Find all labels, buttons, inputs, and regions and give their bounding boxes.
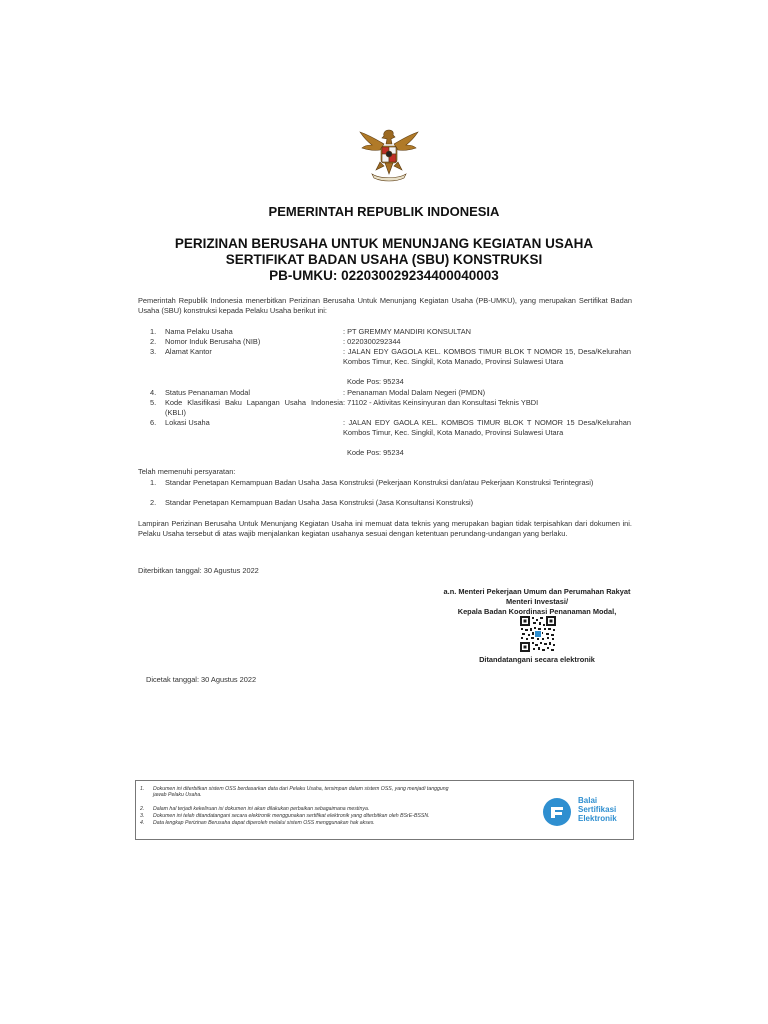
footnote-text: Dokumen ini telah ditandatangani secara elektronik menggunakan sertifikat elektronik yang diterbitkan oleh BSrE-BSSN. [153, 813, 430, 819]
postal-code: Kode Pos: 95234 [347, 448, 404, 457]
requirement-text: Standar Penetapan Kemampuan Badan Usaha Jasa Konstruksi (Pekerjaan Konstruksi dan/atau Pekerjaan Konstruksi Terintegrasi) [165, 478, 594, 487]
signature-line-2: Menteri Investasi/ [505, 597, 569, 606]
postal-code: Kode Pos: 95234 [347, 377, 404, 386]
issued-date: Diterbitkan tanggal: 30 Agustus 2022 [138, 566, 259, 575]
detail-value: : PT GREMMY MANDIRI KONSULTAN [343, 327, 471, 336]
title-line-1: PERIZINAN BERUSAHA UNTUK MENUNJANG KEGIATAN USAHA [174, 236, 594, 251]
requirements-intro: Telah memenuhi persyaratan: [138, 467, 236, 476]
detail-number: 3. [150, 347, 157, 356]
requirement-number: 2. [150, 498, 157, 507]
requirement-text: Standar Penetapan Kemampuan Badan Usaha Jasa Konstruksi (Jasa Konsultansi Konstruksi) [165, 498, 474, 507]
detail-number: 6. [150, 418, 157, 427]
bsre-line-3: Elektronik [578, 814, 617, 823]
detail-label: Alamat Kantor [165, 347, 212, 356]
footnote-number: 1. [140, 786, 145, 792]
detail-number: 5. [150, 398, 157, 407]
signed-electronically-label: Ditandatangani secara elektronik [479, 655, 595, 664]
issuer-heading: PEMERINTAH REPUBLIK INDONESIA [268, 204, 500, 219]
garuda-emblem-icon [358, 124, 420, 182]
title-line-3: PB-UMKU: 022030029234400040003 [269, 268, 499, 283]
requirement-number: 1. [150, 478, 157, 487]
detail-number: 1. [150, 327, 157, 336]
printed-date: Dicetak tanggal: 30 Agustus 2022 [146, 675, 257, 684]
detail-label: Nama Pelaku Usaha [165, 327, 233, 336]
footnote-number: 4. [140, 820, 145, 826]
detail-label: Kode Klasifikasi Baku Lapangan Usaha Indonesia (KBLI) [165, 398, 343, 417]
document-title [0, 236, 768, 284]
detail-value: : 71102 - Aktivitas Keinsinyuran dan Konsultasi Teknis YBDI [343, 398, 539, 407]
signature-line-1: a.n. Menteri Pekerjaan Umum dan Perumahan Rakyat [443, 587, 631, 596]
detail-number: 4. [150, 388, 157, 397]
intro-paragraph: Pemerintah Republik Indonesia menerbitkan Perizinan Berusaha Untuk Menunjang Kegiatan Usaha (PB-UMKU), yang merupakan Sertifikat Badan Usaha (SBU) konstruksi kepada Pelaku Usaha berikut ini: [138, 296, 632, 315]
qr-code-icon [520, 616, 556, 652]
bsre-logo-text [578, 796, 617, 823]
detail-number: 2. [150, 337, 157, 346]
detail-value: : 0220300292344 [343, 337, 401, 346]
detail-label: Status Penanaman Modal [165, 388, 251, 397]
footnote-number: 3. [140, 813, 145, 819]
detail-value: : Penanaman Modal Dalam Negeri (PMDN) [343, 388, 486, 397]
footnote-text: Data lengkap Perizinan Berusaha dapat diperoleh melalui sistem OSS menggunakan hak akses. [153, 820, 375, 826]
title-line-2: SERTIFIKAT BADAN USAHA (SBU) KONSTRUKSI [225, 252, 543, 267]
footnote-text: Dokumen ini diterbitkan sistem OSS berdasarkan data dari Pelaku Usaha, tersimpan dalam sistem OSS, yang menjadi tanggung jawab Pelaku Usaha. [153, 786, 449, 799]
footnote-number: 2. [140, 806, 145, 812]
attachment-note: Lampiran Perizinan Berusaha Untuk Menunjang Kegiatan Usaha ini memuat data teknis yang merupakan bagian tidak terpisahkan dari dokumen ini. Pelaku Usaha tersebut di atas wajib menjalankan kegiatan usahanya sesuai dengan ketentuan perundang-undangan yang berlaku. [138, 519, 632, 538]
detail-value: : JALAN EDY GAGOLA KEL. KOMBOS TIMUR BLOK T NOMOR 15, Desa/Kelurahan Kombos Timur, Kec. Singkil, Kota Manado, Provinsi Sulawesi Utara [343, 347, 631, 366]
detail-label: Nomor Induk Berusaha (NIB) [165, 337, 261, 346]
detail-label: Lokasi Usaha [165, 418, 210, 427]
detail-value: : JALAN EDY GAOLA KEL. KOMBOS TIMUR BLOK T NOMOR 15 Desa/Kelurahan Kombos Timur, Kec. Singkil, Kota Manado, Provinsi Sulawesi Utara [343, 418, 631, 437]
footnote-text: Dalam hal terjadi kekeliruan isi dokumen ini akan dilakukan perbaikan sebagaimana mestinya. [153, 806, 370, 812]
bsre-line-1: Balai [578, 796, 598, 805]
bsre-line-2: Sertifikasi [578, 805, 617, 814]
signature-line-3: Kepala Badan Koordinasi Penanaman Modal, [457, 607, 617, 616]
